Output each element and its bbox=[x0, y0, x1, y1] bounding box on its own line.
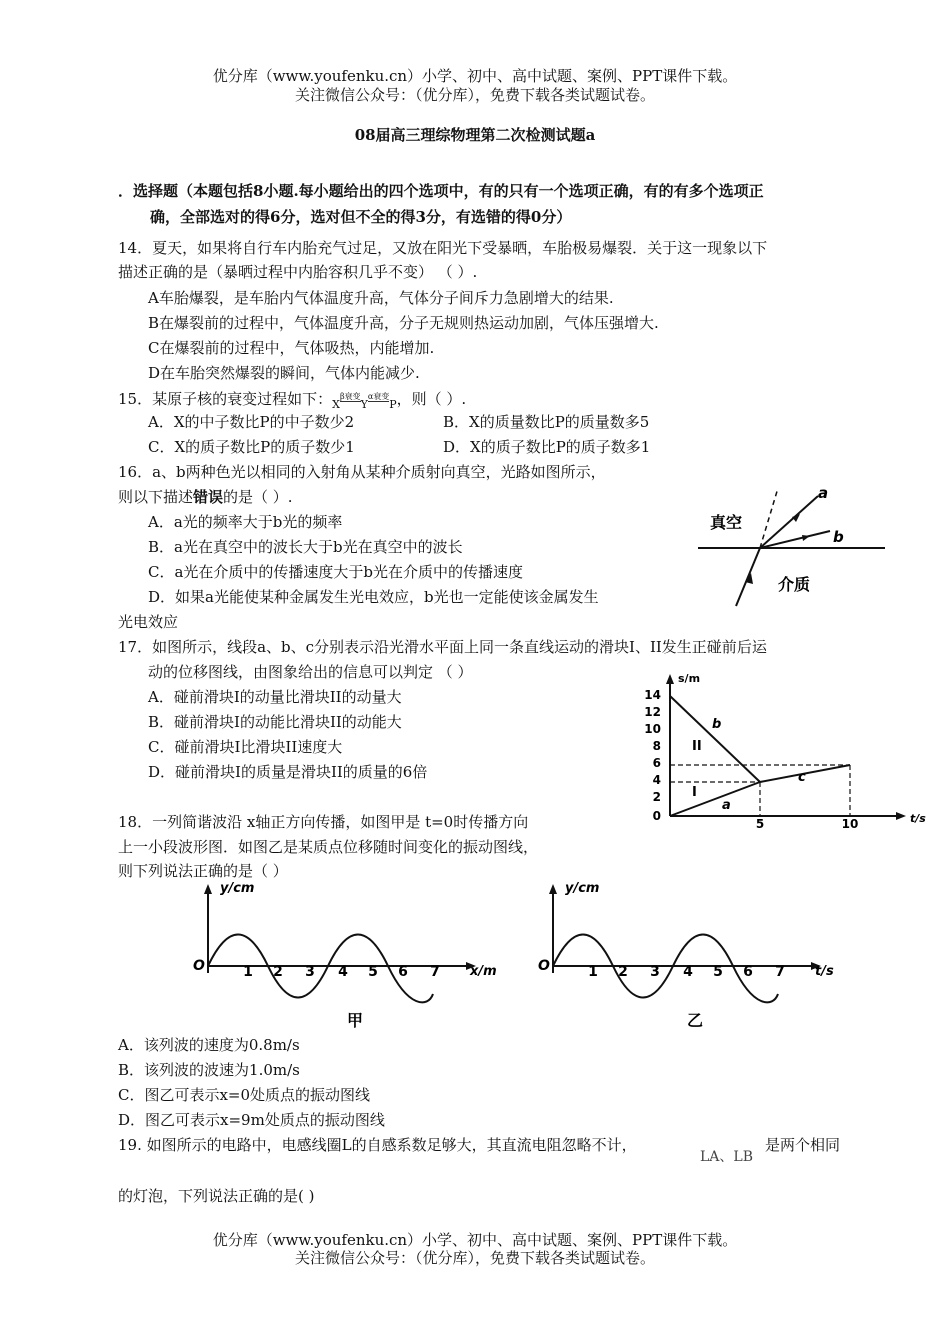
header-line-1: 优分库（www.youfenku.cn）小学、初中、高中试题、案例、PPT课件下载。 bbox=[212, 67, 738, 85]
q15-option-c: C．X的质子数比P的质子数少1 bbox=[148, 438, 355, 456]
q19-stem-2: 的灯泡，下列说法正确的是( ) bbox=[118, 1187, 315, 1205]
wave-graph-jia bbox=[185, 878, 525, 1038]
y-tick-12: 12 bbox=[644, 705, 661, 719]
y-axis-arrow-icon bbox=[204, 884, 212, 894]
q16-option-d-line-1: D．如果a光能使某种金属发生光电效应，b光也一定能使该金属发生 bbox=[148, 588, 599, 606]
vibration-graph-yi bbox=[530, 878, 870, 1038]
page-title: 08届高三理综物理第二次检测试题a bbox=[354, 126, 596, 144]
q14-option-b: B在爆裂前的过程中，气体温度升高，分子无规则热运动加剧，气体压强增大. bbox=[148, 314, 659, 332]
displacement-time-graph bbox=[630, 668, 935, 828]
y-tick-0: 0 bbox=[652, 809, 661, 823]
q16-option-d-line-2: 光电效应 bbox=[118, 613, 179, 631]
q19-lamp-labels: LA、LB bbox=[700, 1149, 753, 1165]
q18-option-c: C．图乙可表示x=0处质点的振动图线 bbox=[118, 1086, 371, 1104]
q19-stem-1: 19. 如图所示的电路中，电感线圈L的自感系数足够大，其直流电阻忽略不计， bbox=[118, 1136, 637, 1154]
label-c: c bbox=[798, 770, 806, 785]
q17-option-a: A．碰前滑块I的动量比滑块II的动量大 bbox=[148, 688, 402, 706]
s-axis-label: s/m bbox=[678, 672, 701, 685]
q18-stem-3: 则下列说法正确的是（ ） bbox=[118, 862, 288, 880]
q14-stem-1: 14．夏天，如果将自行车内胎充气过足，又放在阳光下受暴晒，车胎极易爆裂．关于这一现象以下 bbox=[118, 239, 768, 257]
y-axis-label: y/cm bbox=[565, 881, 600, 896]
decay-formula: Xβ衰变Yα衰变P bbox=[332, 392, 397, 411]
origin-label: O bbox=[193, 958, 205, 974]
q14-option-a: A车胎爆裂，是车胎内气体温度升高，气体分子间斥力急剧增大的结果. bbox=[148, 289, 614, 307]
footer-line-1: 优分库（www.youfenku.cn）小学、初中、高中试题、案例、PPT课件下载。 bbox=[212, 1231, 738, 1249]
q17-stem-1: 17．如图所示，线段a、b、c分别表示沿光滑水平面上同一条直线运动的滑块I、II发生正碰前后运 bbox=[118, 638, 767, 656]
vacuum-label: 真空 bbox=[710, 513, 743, 532]
q15-option-b: B．X的质量数比P的质量数多5 bbox=[443, 413, 650, 431]
refraction-diagram bbox=[690, 478, 890, 608]
q16-option-c: C．a光在介质中的传播速度大于b光在介质中的传播速度 bbox=[148, 563, 524, 581]
label-b: b bbox=[712, 717, 722, 732]
y-tick-14: 14 bbox=[644, 688, 661, 702]
caption-jia: 甲 bbox=[346, 1011, 364, 1030]
q17-option-b: B．碰前滑块I的动能比滑块II的动能大 bbox=[148, 713, 402, 731]
q17-option-c: C．碰前滑块I比滑块II速度大 bbox=[148, 738, 343, 756]
q17-stem-2: 动的位移图线，由图象给出的信息可以判定 （ ） bbox=[148, 663, 473, 681]
y-tick-6: 6 bbox=[652, 756, 661, 770]
t-axis-label: t/s bbox=[815, 964, 834, 979]
tick-2: 2 bbox=[618, 964, 628, 980]
q18-option-b: B．该列波的波速为1.0m/s bbox=[118, 1061, 300, 1079]
line-a bbox=[670, 782, 760, 816]
q17-option-d: D．碰前滑块I的质量是滑块II的质量的6倍 bbox=[148, 763, 428, 781]
y-tick-8: 8 bbox=[652, 739, 661, 753]
tick-3: 3 bbox=[650, 964, 660, 980]
tick-5: 5 bbox=[368, 964, 378, 980]
q18-stem-2: 上一小段波形图．如图乙是某质点位移随时间变化的振动图线， bbox=[118, 838, 539, 856]
q15-option-d: D．X的质子数比P的质子数多1 bbox=[443, 438, 651, 456]
header-line-2: 关注微信公众号：（优分库），免费下载各类试题试卷。 bbox=[294, 86, 655, 104]
q18-stem-1: 18．一列简谐波沿 x轴正方向传播，如图甲是 t=0时传播方向 bbox=[118, 813, 529, 831]
section-heading-line-2: 确，全部选对的得6分，选对但不全的得3分，有选错的得0分） bbox=[150, 208, 572, 226]
q18-option-a: A．该列波的速度为0.8m/s bbox=[118, 1036, 300, 1054]
q16-stem-1: 16．a、b两种色光以相同的入射角从某种介质射向真空，光路如图所示， bbox=[118, 463, 606, 481]
ray-b-arrow-icon bbox=[802, 535, 810, 541]
ray-a-label: a bbox=[818, 484, 829, 502]
tick-6: 6 bbox=[743, 964, 753, 980]
y-tick-2: 2 bbox=[652, 790, 661, 804]
label-I: I bbox=[692, 785, 697, 800]
tick-1: 1 bbox=[588, 964, 598, 980]
q14-option-d: D在车胎突然爆裂的瞬间，气体内能减少. bbox=[148, 364, 420, 382]
footer-line-2: 关注微信公众号：（优分库），免费下载各类试题试卷。 bbox=[294, 1249, 655, 1267]
origin-label: O bbox=[538, 958, 550, 974]
q14-option-c: C在爆裂前的过程中，气体吸热，内能增加. bbox=[148, 339, 435, 357]
x-axis-label: x/m bbox=[470, 964, 497, 979]
label-II: II bbox=[692, 739, 702, 754]
t-axis-arrow-icon bbox=[896, 812, 906, 820]
q19-stem-1-post: 是两个相同 bbox=[765, 1136, 841, 1154]
y-tick-4: 4 bbox=[652, 773, 661, 787]
ray-b-label: b bbox=[833, 528, 844, 546]
tick-7: 7 bbox=[430, 964, 440, 980]
section-heading-line-1: ．选择题（本题包括8小题.每小题给出的四个选项中，有的只有一个选项正确，有的有多个选项正 bbox=[118, 182, 764, 200]
q14-stem-2: 描述正确的是（暴晒过程中内胎容积几乎不变） （ ）. bbox=[118, 263, 478, 281]
tick-1: 1 bbox=[243, 964, 253, 980]
q16-option-a: A．a光的频率大于b光的频率 bbox=[148, 513, 343, 531]
x-tick-5: 5 bbox=[755, 817, 765, 828]
s-axis-arrow-icon bbox=[666, 674, 674, 684]
x-tick-10: 10 bbox=[841, 817, 859, 828]
tick-6: 6 bbox=[398, 964, 408, 980]
tick-3: 3 bbox=[305, 964, 315, 980]
tick-2: 2 bbox=[273, 964, 283, 980]
tick-4: 4 bbox=[683, 964, 693, 980]
incident-ray bbox=[736, 548, 760, 606]
tick-7: 7 bbox=[775, 964, 785, 980]
caption-yi: 乙 bbox=[686, 1011, 704, 1030]
q15-stem: 15．某原子核的衰变过程如下：$_{X^{\beta 衰变}Y^{\alpha 衰变}P}$，则（ ）. bbox=[118, 390, 467, 411]
tick-5: 5 bbox=[713, 964, 723, 980]
t-axis-label: t/s bbox=[910, 812, 926, 825]
medium-label: 介质 bbox=[778, 575, 811, 594]
y-axis-label: y/cm bbox=[220, 881, 255, 896]
line-b bbox=[670, 696, 760, 782]
y-axis-arrow-icon bbox=[549, 884, 557, 894]
label-a: a bbox=[722, 798, 731, 813]
y-tick-10: 10 bbox=[644, 722, 661, 736]
q18-option-d: D．图乙可表示x=9m处质点的振动图线 bbox=[118, 1111, 385, 1129]
q16-option-b: B．a光在真空中的波长大于b光在真空中的波长 bbox=[148, 538, 463, 556]
q15-option-a: A．X的中子数比P的中子数少2 bbox=[148, 413, 355, 431]
tick-4: 4 bbox=[338, 964, 348, 980]
q16-stem-2: 则以下描述错误的是（ ）. bbox=[118, 488, 293, 506]
